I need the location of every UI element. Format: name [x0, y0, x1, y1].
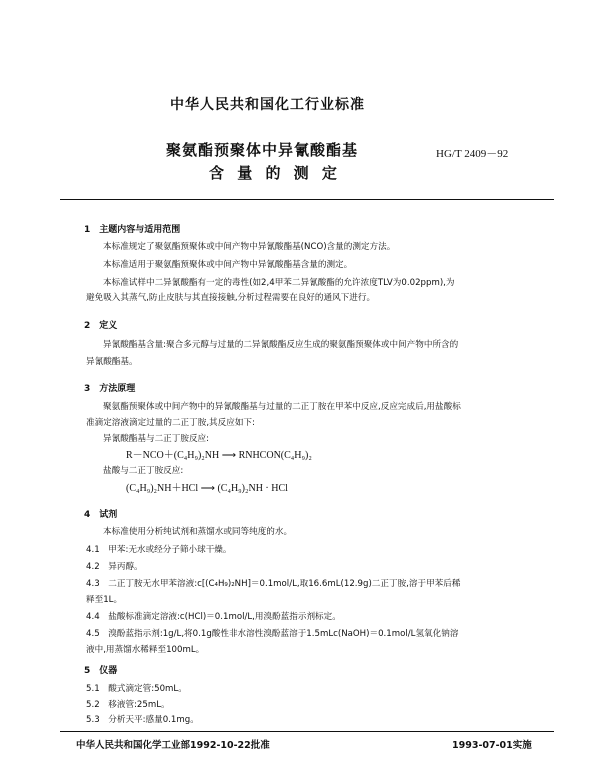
section-2-para-a: 异氰酸酯基含量:聚合多元醇与过量的二异氰酸酯反应生成的聚氨酯预聚体或中间产物中所含的 [103, 340, 459, 350]
section-2-para-b: 异氰酸酯基。 [86, 357, 138, 367]
item-4-4: 4.4 盐酸标准滴定溶液:c(HCl)＝0.1mol/L,用溴酚蓝指示剂标定。 [86, 612, 341, 622]
item-4-5a: 4.5 溴酚蓝指示剂:1g/L,将0.1g酸性非水溶性溴酚蓝溶于1.5mLc(NaOH)＝0.1mol/L氢氧化钠溶 [86, 629, 459, 639]
section-3-heading: 3 方法原理 [84, 384, 136, 394]
approval-line: 中华人民共和国化学工业部1992-10-22批准 [76, 740, 270, 751]
reaction-1-label: 异氰酸酯基与二正丁胺反应: [103, 434, 210, 444]
section-3-para-b: 准滴定溶液滴定过量的二正丁胺,其反应如下: [86, 418, 255, 428]
section-1-para-3b: 避免吸入其蒸气,防止皮肤与其直接接触,分析过程需要在良好的通风下进行。 [86, 293, 376, 303]
item-4-3a: 4.3 二正丁胺无水甲苯溶液:c[(C₄H₉)₂NH]＝0.1mol/L,取16.6mL(12.9g)二正丁胺,溶于甲苯后稀 [86, 579, 461, 589]
section-5-heading: 5 仪器 [84, 666, 118, 676]
item-4-5b: 液中,用蒸馏水稀释至100mL。 [86, 645, 205, 655]
item-4-1: 4.1 甲苯:无水或经分子筛小球干燥。 [86, 545, 232, 555]
top-divider [60, 199, 554, 200]
reaction-2-equation: (C₄H₉)₂NH＋HCl ⟶ (C₄H₉)₂NH · HCl [126, 483, 288, 494]
section-1-heading: 1 主题内容与适用范围 [84, 225, 181, 235]
document-title-line2: 含 量 的 测 定 [209, 164, 341, 182]
reaction-2-label: 盐酸与二正丁胺反应: [103, 466, 184, 476]
section-1-para-1: 本标准规定了聚氨酯预聚体或中间产物中异氰酸酯基(NCO)含量的测定方法。 [103, 242, 396, 252]
section-4-heading: 4 试剂 [84, 510, 118, 520]
document-title-line1: 聚氨酯预聚体中异氰酸酯基 [166, 141, 359, 159]
item-4-3b: 释至1L。 [86, 595, 123, 605]
item-5-1: 5.1 酸式滴定管:50mL。 [86, 684, 187, 694]
bottom-divider [60, 731, 554, 732]
item-4-2: 4.2 异丙醇。 [86, 562, 143, 572]
section-1-para-2: 本标准适用于聚氨酯预聚体或中间产物中异氰酸酯基含量的测定。 [103, 260, 353, 270]
section-2-heading: 2 定义 [84, 321, 118, 331]
effective-date: 1993-07-01实施 [452, 740, 532, 751]
item-5-3: 5.3 分析天平:感量0.1mg。 [86, 715, 199, 725]
item-5-2: 5.2 移液管:25mL。 [86, 700, 170, 710]
reaction-1-equation: R－NCO＋(C₄H₉)₂NH ⟶ RNHCON(C₄H₉)₂ [126, 450, 312, 461]
section-4-intro: 本标准使用分析纯试剂和蒸馏水或同等纯度的水。 [103, 527, 293, 537]
standard-number: HG/T 2409－92 [436, 148, 509, 160]
standard-header: 中华人民共和国化工行业标准 [170, 97, 365, 113]
section-3-para-a: 聚氨酯预聚体或中间产物中的异氰酸酯基与过量的二正丁胺在甲苯中反应,反应完成后,用盐酸标 [103, 402, 461, 412]
section-1-para-3a: 本标准试样中二异氰酸酯有一定的毒性(如2,4甲苯二异氰酸酯的允许浓度TLV为0.02ppm),为 [103, 278, 455, 288]
